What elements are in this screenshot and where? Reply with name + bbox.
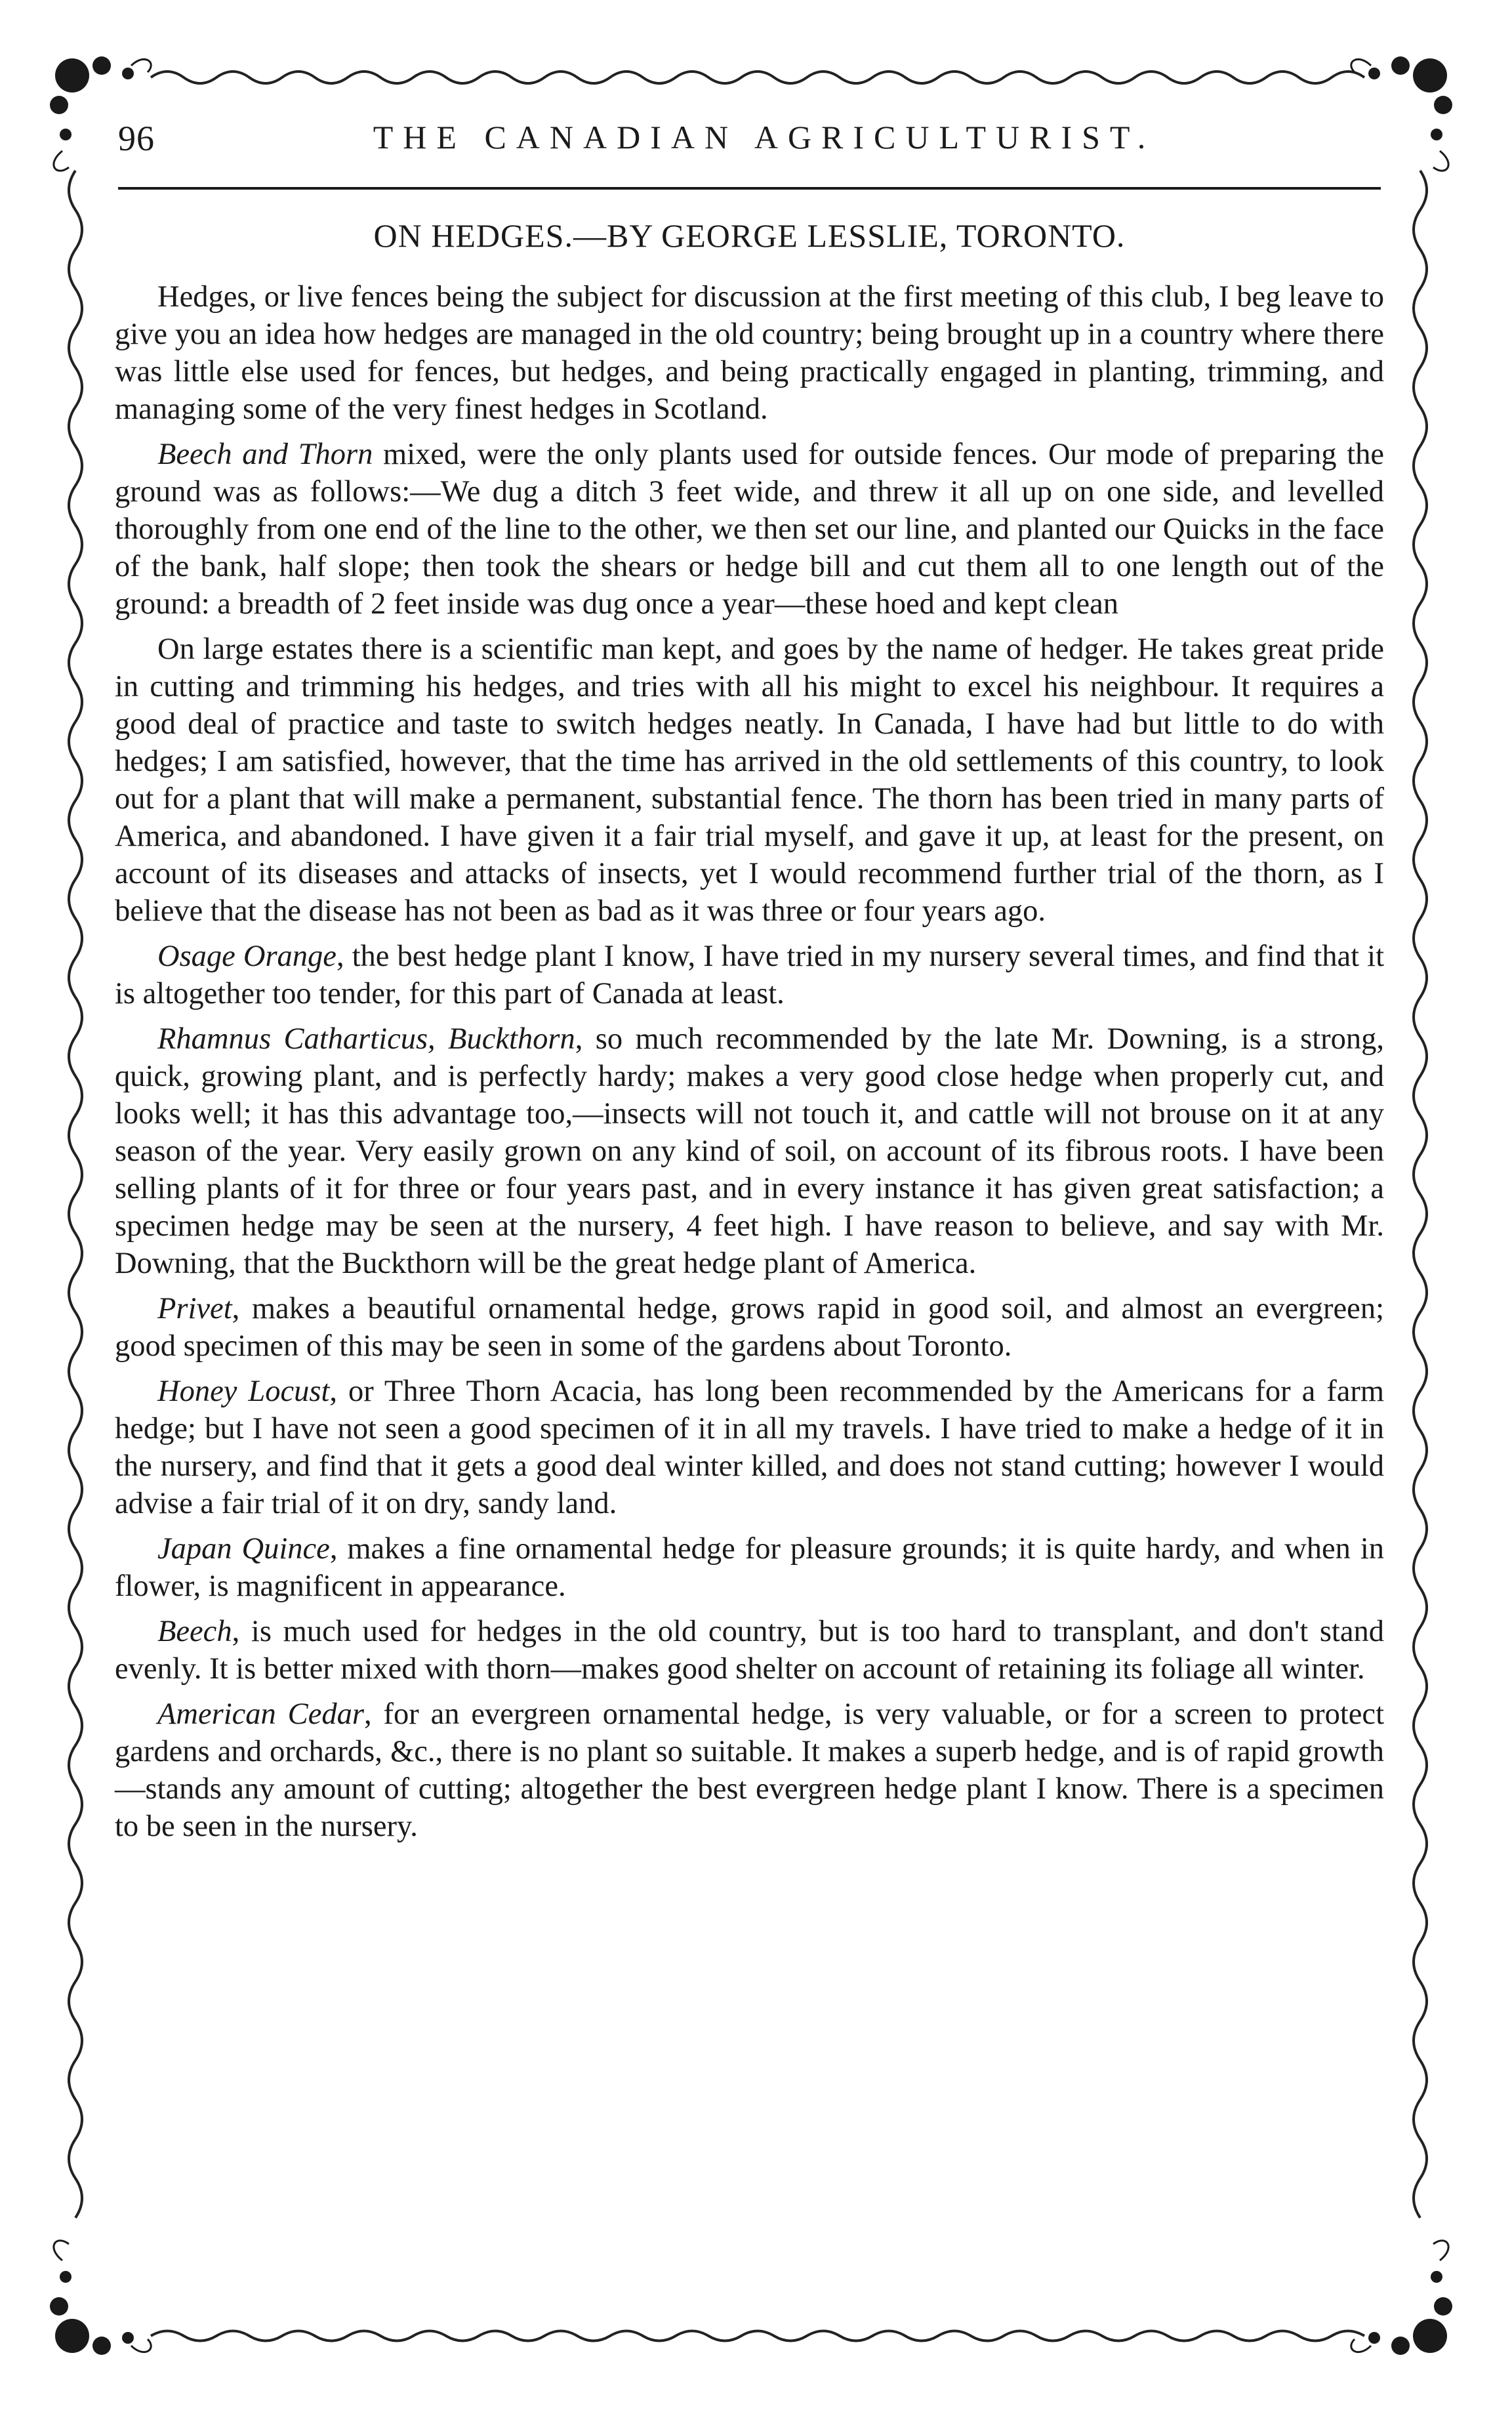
running-header [105,118,1384,164]
paragraph-lead: Beech [157,1615,232,1648]
paragraph-lead: Osage Orange [157,940,337,973]
paragraph [115,1290,1384,1365]
paragraph [115,436,1384,623]
header-rule [118,187,1381,190]
running-head-title: THE CANADIAN AGRICULTURIST. [373,119,1156,156]
paragraph-text: , or Three Thorn Acacia, has long been recommended by the Americans for a farm hedge; but I have not seen a good specimen of it in all my travels. I have tried to make a hedge of it in the nursery, and find that it gets a good deal winter killed, and does not stand cutting; however I would advise a fair trial of it on dry, sandy land. [115,1375,1384,1520]
paragraph-lead: American Cedar [157,1697,364,1731]
paragraph-lead: Beech and Thorn [157,438,373,471]
paragraph-text: On large estates there is a scientific man kept, and goes by the name of hedger. He takes great pride in cutting and trimming his hedges, and tries with all his might to excel his neighbour. It requires a good deal of practice and taste to switch hedges neatly. In Canada, I have had but little to do with hedges; I am satisfied, however, that the time has arrived in the old settlements of this country, to look out for a plant that will make a permanent, substantial fence. The thorn has been tried in many parts of America, and abandoned. I have given it a fair trial myself, and gave it up, at least for the present, on account of its diseases and attacks of insects, yet I would recommend further trial of the thorn, as I believe that the disease has not been as bad as it was three or four years ago. [115,633,1384,928]
paragraph-text: , is much used for hedges in the old country, but is too hard to transplant, and don't stand evenly. It is better mixed with thorn—makes good shelter on account of retaining its foliage all winter. [115,1615,1384,1686]
paragraph-text: , the best hedge plant I know, I have tried in my nursery several times, and find that it is altogether too tender, for this part of Canada at least. [115,940,1384,1010]
paragraph-lead: Rhamnus Catharticus, Buckthorn [157,1022,575,1056]
paragraph [115,1530,1384,1605]
paragraph [115,278,1384,428]
paragraph [115,631,1384,930]
paragraph [115,1020,1384,1282]
paragraph-text: Hedges, or live fences being the subject for discussion at the first meeting of this club, I beg leave to give you an idea how hedges are managed in the old country; being brought up in a country where there was little else used for fences, but hedges, and being practically engaged in planting, trimming, and managing some of the very finest hedges in Scotland. [115,280,1384,426]
paragraph-lead: Privet [157,1292,232,1325]
paragraph-text: , makes a fine ornamental hedge for pleasure grounds; it is quite hardy, and when in flower, is magnificent in appearance. [115,1532,1384,1603]
page-number: 96 [118,119,155,158]
paragraph-text: , so much recommended by the late Mr. Downing, is a strong, quick, growing plant, and is perfectly hardy; makes a very good close hedge when properly cut, and looks well; it has this advantage too,—insects will not touch it, and cattle will not brouse on it at any season of the year. Very easily grown on any kind of soil, on account of its fibrous roots. I have been selling plants of it for three or four years past, and in every instance it has given great satisfaction; a specimen hedge may be seen at the nursery, 4 feet high. I have reason to believe, and say with Mr. Downing, that the Buckthorn will be the great hedge plant of America. [115,1022,1384,1280]
paragraph-lead: Japan Quince [157,1532,330,1566]
paragraph-text: , makes a beautiful ornamental hedge, grows rapid in good soil, and almost an evergreen; good specimen of this may be seen in some of the gardens about Toronto. [115,1292,1384,1363]
paragraph-text: mixed, were the only plants used for outside fences. Our mode of preparing the ground was as follows:—We dug a ditch 3 feet wide, and threw it all up on one side, and levelled thoroughly from one end of the line to the other, we then set our line, and planted our Quicks in the face of the bank, half slope; then took the shears or hedge bill and cut them all to one length out of the ground: a breadth of 2 feet inside was dug once a year—these hoed and kept clean [115,438,1384,621]
paragraph [115,1613,1384,1688]
paragraph [115,938,1384,1012]
paragraph-lead: Honey Locust [157,1375,330,1408]
paragraph [115,1695,1384,1845]
paragraph [115,1373,1384,1522]
paragraph-text: , for an evergreen ornamental hedge, is very valuable, or for a screen to protect gardens and orchards, &c., there is no plant so suitable. It makes a superb hedge, and is of rapid growth—stands any amount of cutting; altogether the best evergreen hedge plant I know. There is a specimen to be seen in the nursery. [115,1697,1384,1843]
article [115,217,1384,1853]
article-title: ON HEDGES.—BY GEORGE LESSLIE, TORONTO. [373,217,1126,254]
